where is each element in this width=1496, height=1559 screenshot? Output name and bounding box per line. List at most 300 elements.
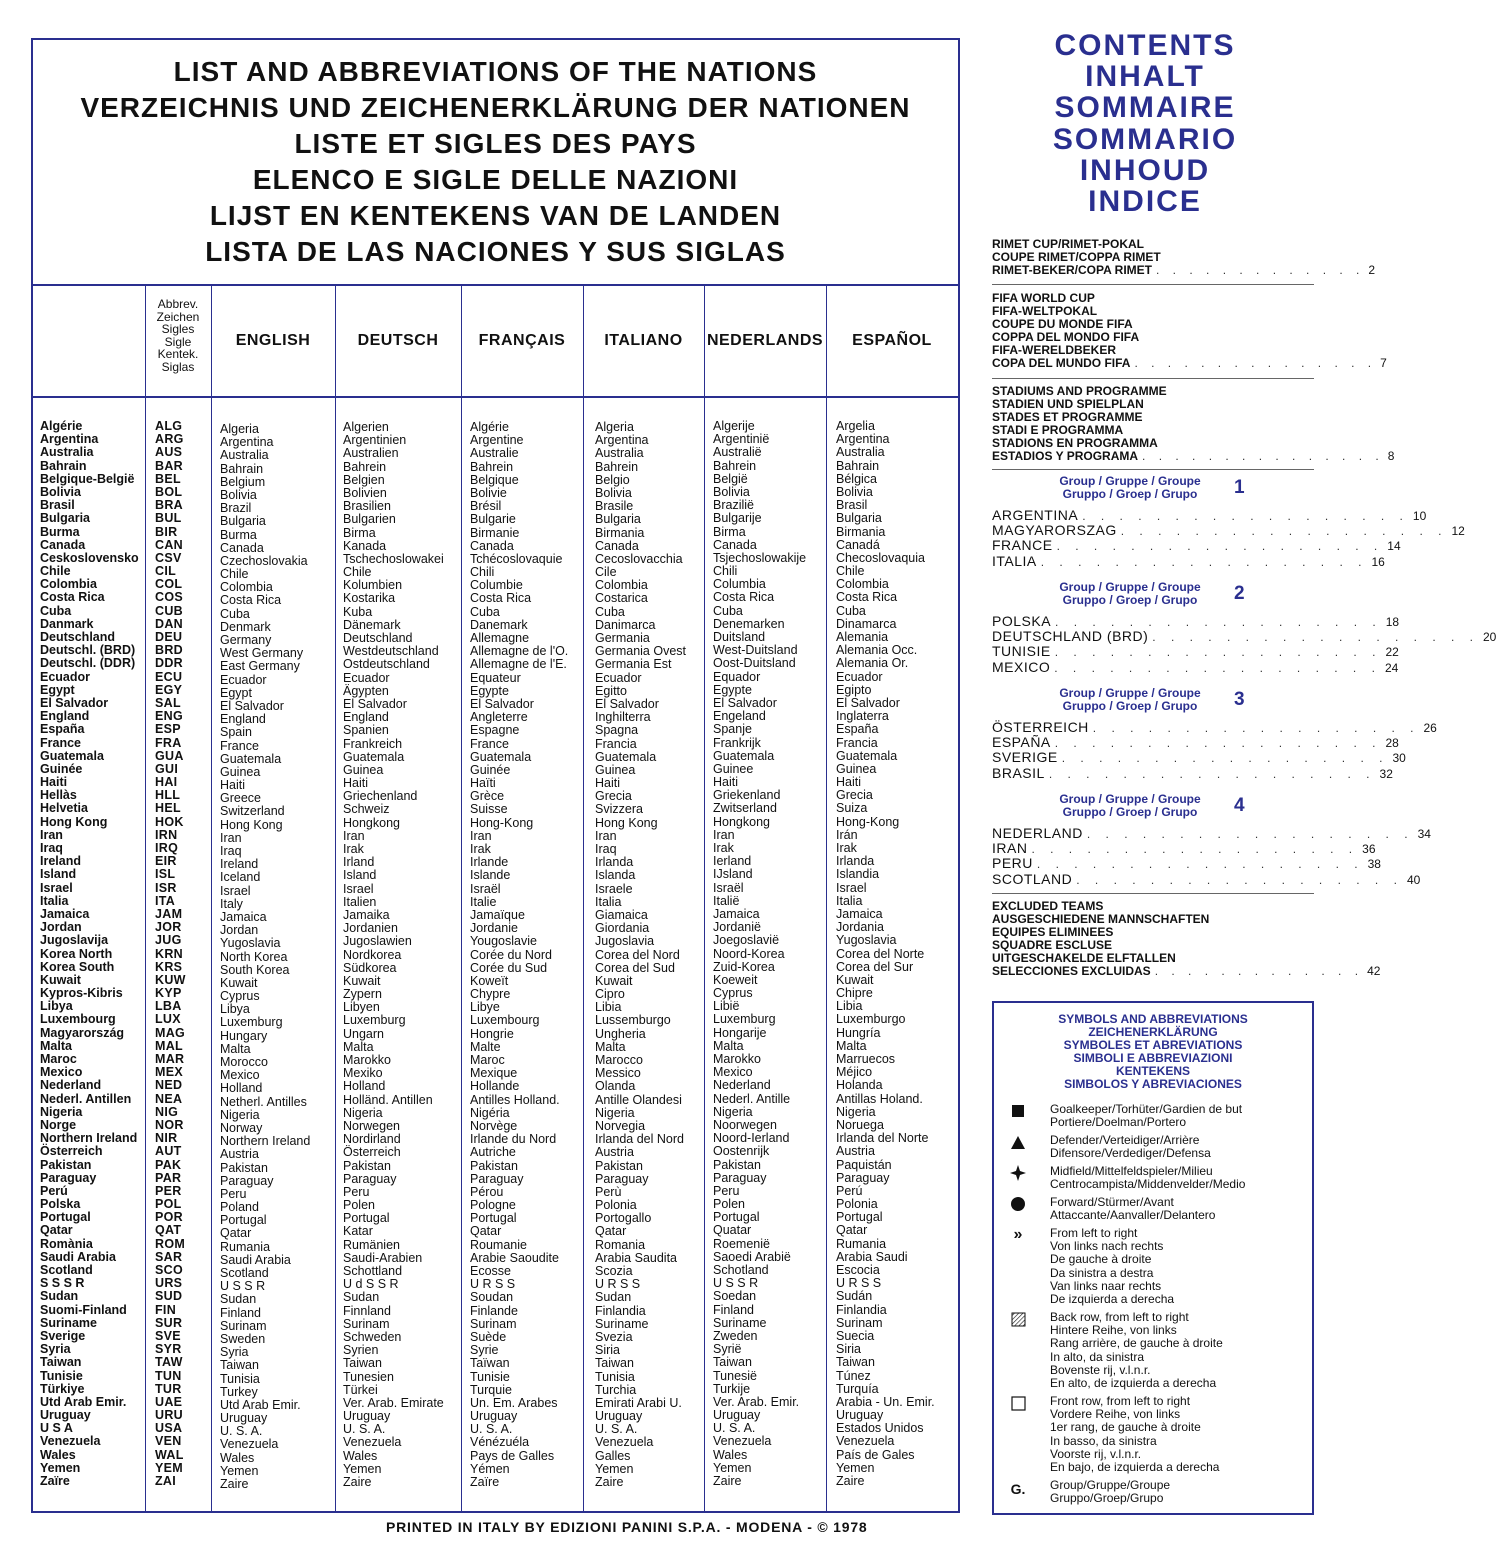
contents-title: [1000, 30, 1290, 217]
table-cell: Libië: [713, 999, 740, 1014]
table-cell: Argentina: [40, 432, 99, 447]
table-cell: Zaire: [220, 1477, 249, 1491]
table-cell: Paraguay: [713, 1170, 767, 1185]
table-cell: Spanje: [713, 722, 752, 737]
table-cell: Italy: [220, 896, 243, 911]
table-cell: SAR: [155, 1249, 183, 1264]
group-label: Group / Gruppe / Groupe: [1059, 686, 1201, 700]
toc-world-cup: [992, 291, 1387, 370]
nations-title: [33, 40, 958, 286]
table-cell: Bulgaria: [595, 512, 641, 527]
symbol-text: De gauche à droite: [1050, 1252, 1152, 1267]
table-cell: Burma: [220, 527, 257, 542]
table-cell: Guatemala: [40, 748, 104, 763]
table-cell: Austria: [836, 1144, 875, 1159]
table-cell: Suriname: [595, 1316, 649, 1331]
toc-page-number: 30: [1392, 751, 1406, 766]
table-cell: Saoedi Arabië: [713, 1249, 791, 1264]
group-team-entry: [992, 643, 1399, 660]
toc-line: RIMET-BEKER/COPA RIMET: [992, 263, 1153, 277]
table-cell: Bolivie: [470, 485, 507, 500]
table-cell: PAK: [155, 1157, 182, 1172]
table-cell: Birma: [343, 525, 376, 540]
table-cell: Holland: [343, 1079, 386, 1094]
table-cell: Allemagne de l'O.: [470, 644, 569, 659]
table-cell: BUL: [155, 511, 182, 526]
toc-line: ESTADIOS Y PROGRAMA: [992, 449, 1139, 463]
table-cell: Iraq: [220, 844, 242, 858]
header-italiano: ITALIANO: [604, 332, 683, 349]
table-cell: Irlanda: [595, 855, 634, 870]
square-filled-icon: [1006, 1103, 1030, 1119]
table-cell: Mexiko: [343, 1066, 383, 1081]
table-cell: Belgique: [470, 472, 519, 487]
table-cell: LBA: [155, 999, 182, 1014]
table-cell: Maroc: [470, 1053, 505, 1067]
table-cell: Tunisia: [595, 1369, 635, 1384]
table-cell: Guinée: [470, 762, 511, 777]
table-cell: Haiti: [40, 775, 68, 790]
group-4-teams: [992, 825, 1431, 887]
table-cell: Allemagne: [470, 631, 530, 645]
table-cell: Cuba: [220, 606, 250, 621]
table-cell: Antilles Holland.: [470, 1092, 560, 1107]
table-cell: Haiti: [343, 776, 369, 791]
table-cell: Island: [40, 867, 77, 882]
table-cell: Rumania: [836, 1236, 887, 1251]
table-cell: Cuba: [836, 603, 866, 618]
table-cell: Méjico: [836, 1065, 873, 1080]
table-cell: Cile: [595, 565, 617, 580]
table-cell: EIR: [155, 854, 177, 869]
team-name: SCOTLAND: [992, 870, 1073, 887]
table-cell: Koweït: [470, 973, 509, 988]
table-cell: Qatar: [220, 1226, 252, 1241]
table-cell: Irlanda del Norte: [836, 1131, 929, 1146]
table-cell: Pérou: [470, 1184, 504, 1199]
table-cell: Schweiz: [343, 802, 390, 817]
group-team-entry: [992, 719, 1437, 735]
table-cell: Irak: [470, 842, 491, 856]
table-cell: TUN: [155, 1368, 182, 1383]
table-cell: ESP: [155, 722, 181, 737]
table-cell: Italien: [343, 894, 377, 909]
table-cell: Iran: [713, 827, 735, 842]
table-cell: Jugoslawien: [343, 934, 412, 949]
table-cell: Nederland: [713, 1078, 771, 1093]
table-cell: Poland: [220, 1200, 259, 1215]
table-cell: Brasilien: [343, 499, 391, 514]
table-cell: Paraguay: [470, 1171, 524, 1186]
toc-line: AUSGESCHIEDENE MANNSCHAFTEN: [992, 912, 1210, 926]
table-cell: England: [40, 709, 90, 724]
toc-page-number: 16: [1371, 554, 1385, 569]
contents-title-line: CONTENTS: [1054, 29, 1236, 62]
table-cell: Hollande: [470, 1079, 520, 1094]
team-name: ESPAÑA: [992, 734, 1051, 751]
table-cell: Noruega: [836, 1117, 884, 1132]
table-cell: Jugoslavia: [595, 934, 655, 949]
toc-leader: . . . . . . . . . . . . . . . . . .: [1061, 751, 1389, 766]
table-cell: Siria: [836, 1342, 862, 1357]
toc-page-number: 32: [1379, 766, 1393, 781]
table-cell: Nigeria: [220, 1107, 260, 1122]
toc-excluded-teams: [992, 899, 1381, 978]
table-cell: Islandia: [836, 867, 880, 882]
table-cell: Germania Est: [595, 657, 672, 672]
table-cell: Libya: [40, 999, 73, 1014]
table-cell: HEL: [155, 801, 181, 816]
table-cell: Burma: [40, 524, 80, 539]
table-cell: Taiwan: [343, 1356, 382, 1371]
table-cell: Haiti: [595, 776, 621, 791]
table-cell: Irán: [836, 827, 858, 842]
table-cell: Chile: [220, 567, 249, 582]
table-cell: Nigeria: [836, 1104, 876, 1119]
table-cell: Qatar: [40, 1223, 73, 1238]
table-cell: Nigéria: [470, 1105, 510, 1120]
table-cell: Zweden: [713, 1328, 758, 1343]
table-cell: TUR: [155, 1381, 182, 1396]
table-cell: England: [220, 712, 266, 727]
toc-page-number: 20: [1483, 630, 1496, 645]
table-cell: Luxembourg: [40, 1012, 116, 1027]
table-cell: Uruguay: [713, 1408, 761, 1423]
table-cell: France: [220, 738, 259, 753]
table-cell: Cipro: [595, 987, 625, 1002]
table-cell: Bahrain: [40, 458, 87, 473]
table-cell: Deutschland: [40, 630, 116, 644]
table-cell: Holländ. Antillen: [343, 1092, 433, 1107]
table-cell: España: [836, 722, 879, 737]
table-cell: Guinea: [220, 764, 261, 779]
table-cell: Italia: [40, 893, 69, 908]
table-cell: Tunesië: [713, 1368, 758, 1383]
table-cell: Australia: [220, 448, 269, 463]
table-cell: Libia: [595, 1000, 622, 1015]
toc-page-number: 36: [1362, 842, 1376, 857]
table-cell: Tschechoslowakei: [343, 551, 444, 566]
table-cell: Northern Ireland: [220, 1134, 311, 1149]
toc-page-number: 24: [1384, 660, 1399, 675]
symbols-legend: [992, 1001, 1314, 1515]
title-line-francais: LISTE ET SIGLES DES PAYS: [294, 128, 697, 159]
toc-line: STADIUMS AND PROGRAMME: [992, 384, 1167, 398]
table-cell: Birmania: [595, 525, 645, 540]
table-cell: Luxemburgo: [836, 1012, 906, 1027]
table-cell: Nigeria: [343, 1105, 383, 1120]
abbrev-header-line: Abbrev.: [157, 297, 199, 311]
table-cell: Suriname: [40, 1315, 97, 1330]
table-cell: Hungría: [836, 1025, 881, 1040]
table-cell: Nigeria: [40, 1104, 83, 1119]
table-cell: Canadá: [836, 537, 880, 552]
table-cell: Malta: [343, 1039, 374, 1054]
symbol-text: Goalkeeper/Torhüter/Gardien de but: [1050, 1102, 1243, 1116]
table-cell: Israel: [220, 883, 251, 898]
table-cell: Bulgaria: [40, 511, 91, 526]
group-team-entry: [992, 537, 1401, 554]
table-cell: Checoslovaquia: [836, 550, 925, 565]
table-cell: Guatemala: [595, 749, 657, 764]
table-cell: Holanda: [836, 1078, 883, 1093]
table-cell: Denemarken: [713, 616, 785, 631]
table-cell: Kuwait: [836, 972, 874, 987]
table-cell: Grecia: [836, 788, 873, 803]
table-cell: Schotland: [713, 1263, 769, 1277]
symbol-text: Van links naar rechts: [1050, 1278, 1162, 1293]
team-name: FRANCE: [992, 537, 1053, 554]
table-cell: Siria: [595, 1343, 621, 1358]
table-cell: SCO: [155, 1263, 183, 1277]
table-cell: Utd Arab Emir.: [220, 1397, 301, 1412]
table-cell: Malta: [595, 1039, 626, 1054]
table-cell: HLL: [155, 788, 181, 803]
table-cell: Türkei: [343, 1382, 378, 1397]
table-cell: Paraguay: [595, 1171, 649, 1186]
table-cell: Deutschland: [343, 631, 413, 645]
table-cell: Australia: [595, 446, 644, 461]
toc-page-number: 34: [1417, 827, 1431, 841]
table-cell: Italie: [470, 894, 497, 909]
table-cell: Estados Unidos: [836, 1421, 924, 1436]
table-cell: Finnland: [343, 1303, 391, 1318]
table-cell: Malta: [713, 1038, 744, 1053]
table-cell: Portugal: [470, 1211, 517, 1226]
table-cell: Nigeria: [595, 1105, 635, 1120]
printer-footer: PRINTED IN ITALY BY EDIZIONI PANINI S.P.A. - MODENA - © 1978: [386, 1519, 868, 1535]
table-cell: Suecia: [836, 1328, 875, 1343]
table-cell: Canada: [595, 538, 639, 553]
table-cell: France: [470, 736, 509, 751]
table-cell: El Salvador: [836, 695, 900, 710]
table-cell: Utd Arab Emir.: [40, 1394, 127, 1409]
table-cell: Lussemburgo: [595, 1013, 671, 1028]
table-cell: Cyprus: [713, 986, 753, 1001]
table-cell: Zaire: [713, 1474, 742, 1488]
table-cell: Argelia: [836, 419, 875, 433]
table-cell: ISR: [155, 880, 177, 895]
toc-leader: . . . . . . . . . . . . . . . . . .: [1120, 524, 1448, 539]
table-cell: Nigeria: [713, 1104, 753, 1119]
symbol-text: Midfield/Mittelfeldspieler/Milieu: [1050, 1164, 1213, 1178]
table-cell: Jordanien: [343, 921, 398, 936]
table-cell: Portugal: [713, 1210, 760, 1225]
table-cell: Belgio: [595, 472, 630, 487]
toc-page-number: 22: [1385, 645, 1399, 660]
group-team-entry: [992, 855, 1381, 872]
group-label: Group / Gruppe / Groupe: [1059, 792, 1201, 806]
toc-leader: . . . . . . . . . . . . . . . . . .: [1086, 827, 1414, 841]
toc-line: STADIEN UND SPIELPLAN: [992, 397, 1144, 411]
native-names-column: [40, 420, 139, 1488]
group-2-teams: [992, 613, 1496, 675]
table-cell: Yougoslavie: [470, 934, 537, 949]
header-francais: FRANÇAIS: [478, 332, 566, 349]
table-cell: Norvège: [470, 1118, 518, 1133]
table-cell: Qatar: [836, 1223, 868, 1238]
table-cell: Arabia Saudita: [595, 1250, 678, 1265]
table-cell: Malta: [836, 1038, 867, 1053]
table-cell: Equador: [713, 669, 761, 684]
toc-line: STADIONS EN PROGRAMMA: [992, 436, 1158, 450]
table-cell: Germania: [595, 631, 650, 645]
table-cell: Frankrijk: [713, 735, 761, 750]
table-cell: Ecuador: [836, 669, 883, 684]
table-cell: Frankreich: [343, 736, 403, 751]
table-cell: España: [40, 722, 85, 737]
table-cell: Bulgarie: [470, 512, 516, 527]
table-cell: Malte: [470, 1039, 501, 1054]
symbols-title-line: SIMBOLI E ABBREVIAZIONI: [1073, 1051, 1233, 1065]
table-cell: Hong Kong: [595, 815, 658, 830]
symbol-text: Vordere Reihe, von links: [1050, 1407, 1181, 1422]
symbol-text: En bajo, de izquierda a derecha: [1050, 1460, 1220, 1475]
symbol-text: From left to right: [1050, 1226, 1138, 1240]
table-cell: Giordania: [595, 921, 650, 936]
table-cell: Hellàs: [40, 788, 77, 803]
table-cell: Bolivien: [343, 485, 387, 500]
table-cell: Vénézuéla: [470, 1435, 530, 1450]
table-cell: Zaire: [343, 1475, 372, 1489]
group-team-entry: [992, 613, 1400, 629]
nations-table: [31, 38, 960, 1513]
table-cell: Maroc: [40, 1052, 77, 1066]
table-cell: Bolivia: [836, 484, 873, 499]
abbrev-header-line: Kentek.: [157, 347, 199, 362]
table-cell: Yemen: [713, 1460, 752, 1475]
table-cell: Islande: [470, 868, 511, 883]
table-cell: PER: [155, 1183, 182, 1198]
table-cell: Svezia: [595, 1329, 633, 1344]
table-cell: FIN: [155, 1302, 177, 1317]
table-cell: Polska: [40, 1197, 81, 1212]
table-cell: Mexique: [470, 1066, 518, 1081]
table-cell: Ecuador: [343, 670, 390, 685]
table-cell: Kuwait: [220, 975, 258, 990]
table-cell: U. S. A.: [595, 1422, 638, 1437]
table-cell: KUW: [155, 972, 186, 987]
toc-leader: . . . . . . . . . . . . . . . . . .: [1036, 857, 1364, 872]
table-cell: Guatemala: [220, 751, 282, 766]
group-team-entry: [992, 658, 1399, 675]
table-cell: Egypt: [40, 682, 75, 697]
table-cell: Egipto: [836, 682, 872, 697]
table-cell: Northern Ireland: [40, 1131, 138, 1146]
table-cell: Paraguay: [40, 1170, 97, 1185]
table-cell: IRQ: [155, 841, 179, 855]
table-cell: KRS: [155, 959, 183, 974]
toc-line: COUPE DU MONDE FIFA: [992, 317, 1133, 331]
table-cell: Autriche: [470, 1145, 516, 1160]
group-team-entry: [992, 825, 1431, 841]
table-cell: Portugal: [220, 1213, 267, 1228]
table-cell: Mexico: [40, 1065, 83, 1080]
table-cell: Saudi-Arabien: [343, 1250, 423, 1265]
table-cell: Sverige: [40, 1328, 86, 1343]
table-cell: ECU: [155, 669, 183, 684]
table-cell: Dänemark: [343, 617, 401, 632]
table-cell: Belgium: [220, 474, 266, 489]
table-cell: Oostenrijk: [713, 1144, 770, 1159]
table-cell: Romania: [595, 1237, 646, 1252]
toc-divider: [992, 469, 1314, 470]
table-cell: Germania Ovest: [595, 644, 687, 659]
table-cell: Un. Em. Arabes: [470, 1395, 558, 1410]
table-cell: Peru: [343, 1184, 370, 1199]
table-cell: Pologne: [470, 1198, 516, 1213]
table-cell: Yemen: [836, 1460, 875, 1475]
group-team-entry: [992, 840, 1376, 857]
table-cell: Sudan: [595, 1290, 632, 1305]
table-cell: Yemen: [343, 1461, 382, 1476]
table-cell: Guatemala: [343, 749, 405, 764]
table-cell: Haiti: [220, 778, 246, 793]
table-cell: ZAI: [155, 1474, 177, 1488]
table-cell: Colombia: [220, 580, 273, 595]
table-cell: Saudi Arabia: [40, 1249, 116, 1264]
table-cell: Norway: [220, 1120, 263, 1135]
table-cell: Yugoslavia: [836, 933, 897, 948]
table-cell: Nederland: [40, 1078, 102, 1093]
table-cell: Jordan: [220, 923, 259, 938]
table-cell: Equateur: [470, 670, 521, 685]
table-cell: Zaire: [836, 1474, 865, 1488]
table-cell: Greece: [220, 791, 261, 806]
table-cell: PAR: [155, 1170, 182, 1185]
deutsch-column: [343, 421, 444, 1489]
symbol-text: En alto, de izquierda a derecha: [1050, 1376, 1217, 1391]
table-cell: Giamaica: [595, 907, 648, 922]
table-cell: Guatemala: [836, 748, 898, 763]
team-name: MAGYARORSZAG: [992, 522, 1117, 539]
symbol-text: Gruppo/Groep/Grupo: [1050, 1491, 1164, 1506]
toc-line: COUPE RIMET/COPPA RIMET: [992, 250, 1161, 264]
table-cell: El Salvador: [220, 698, 284, 713]
table-cell: Iraq: [595, 842, 617, 856]
group-1-teams: [992, 507, 1465, 569]
table-cell: Ägypten: [343, 683, 389, 698]
table-cell: El Salvador: [40, 695, 109, 710]
table-cell: Birmanie: [470, 525, 520, 540]
table-cell: Pakistan: [713, 1157, 761, 1172]
table-cell: Paraguay: [220, 1173, 274, 1188]
table-cell: Jamaica: [836, 906, 883, 921]
table-cell: BAR: [155, 458, 183, 473]
group-label: Gruppo / Groep / Grupo: [1062, 805, 1198, 819]
table-cell: Yemen: [40, 1460, 81, 1475]
table-cell: Türkiye: [40, 1381, 85, 1396]
table-cell: EGY: [155, 682, 183, 697]
table-cell: KRN: [155, 946, 183, 961]
table-cell: Bahrain: [220, 461, 264, 476]
toc-line: EQUIPES ELIMINEES: [992, 925, 1114, 939]
english-column: [220, 423, 310, 1491]
table-cell: Yemen: [220, 1463, 259, 1478]
table-cell: Algerije: [713, 419, 755, 433]
table-cell: Jamaica: [220, 909, 267, 924]
table-cell: LUX: [155, 1012, 181, 1027]
table-cell: Canada: [40, 537, 86, 552]
symbol-text: Rang arrière, de gauche à droite: [1050, 1336, 1223, 1351]
table-cell: SUD: [155, 1289, 183, 1304]
table-cell: Quatar: [713, 1223, 752, 1238]
group-4-header: [1030, 793, 1300, 823]
table-cell: Tunisia: [220, 1371, 260, 1386]
table-cell: Griekenland: [713, 788, 781, 803]
table-cell: Iraq: [40, 841, 63, 855]
table-cell: MAG: [155, 1025, 186, 1040]
